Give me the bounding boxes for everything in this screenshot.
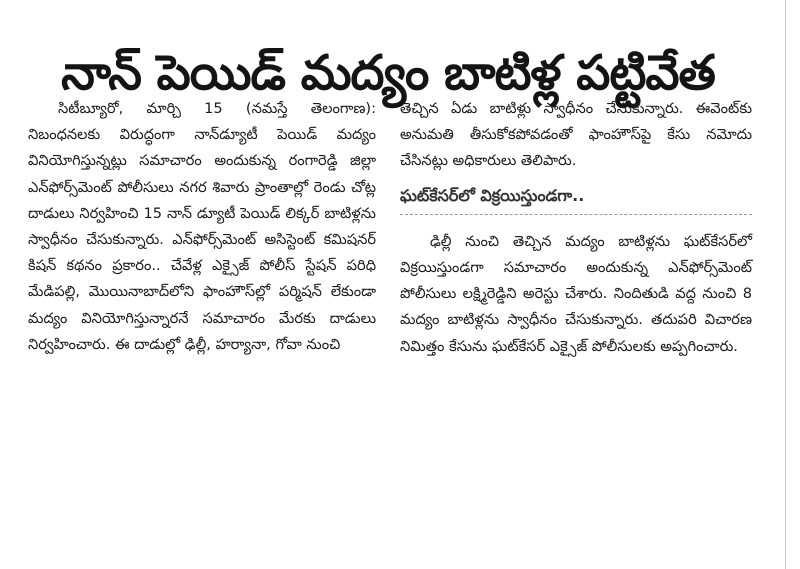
right-column [400, 96, 752, 360]
left-column [28, 96, 376, 358]
article-paragraph-continuation: తెచ్చిన ఏడు బాటిళ్లు స్వాధీనం చేసుకున్నారు. ఈవెంట్‌కు అనుమతి తీసుకోకపోవడంతో ఫాంహౌస్‌పై కేసు నమోదు చేసినట్లు అధికారులు తెలిపారు. [400, 100, 752, 170]
subheading: ఘట్‌కేసర్‌లో విక్రయిస్తుండగా.. [400, 185, 585, 205]
headline: నాన్ పెయిడ్ మద్యం బాటిళ్ల పట్టివేత [61, 45, 715, 102]
article-paragraph-1: సిటీబ్యూరో, మార్చి 15 (నమస్తే తెలంగాణ): నిబంధనలకు విరుద్ధంగా నాన్‌డ్యూటీ పెయిడ్ మద్యం వినియోగిస్తున్నట్లు సమాచారం అందుకున్న రంగారెడ్డి జిల్లా ఎన్‌ఫోర్స్‌మెంట్ పోలీసులు నగర శివారు ప్రాంతాల్లో రెండు చోట్ల దాడులు నిర్వహించి 15 నాన్ డ్యూటీ పెయిడ్ లిక్కర్ బాటిళ్లను స్వాధీనం చేసుకున్నారు. ఎన్‌ఫోర్స్‌మెంట్ అసిస్టెంట్ కమిషనర్ కిషన్ కథనం ప్రకారం.. చేవేళ్ల ఎక్సైజ్ పోలీస్ స్టేషన్ పరిధి మేడిపల్లి, మొయినాబాద్‌లోని ఫాంహౌస్‌ల్లో పర్మిషన్ లేకుండా మద్యం వినియోగిస్తున్నారనే సమాచారం మేరకు దాడులు నిర్వహించారు. ఈ దాడుల్లో ఢిల్లీ, హర్యానా, గోవా నుంచి [28, 100, 376, 353]
subheading-block [400, 183, 752, 215]
page-edge-rule [785, 0, 786, 569]
article-paragraph-2: ఢిల్లీ నుంచి తెచ్చిన మద్యం బాటిళ్లను ఘట్‌కేసర్‌లో విక్రయిస్తుండగా సమాచారం అందుకున్న ఎన్‌ఫోర్స్‌మెంట్ పోలీసులు లక్ష్మిరెడ్డిని అరెస్టు చేశారు. నిందితుడి వద్ద నుంచి 8 మద్యం బాటిళ్లను స్వాధీనం చేసుకున్నారు. తదుపరి విచారణ నిమిత్తం కేసును ఘట్‌కేసర్ ఎక్సైజ్ పోలీసులకు అప్పగించారు. [400, 232, 752, 355]
